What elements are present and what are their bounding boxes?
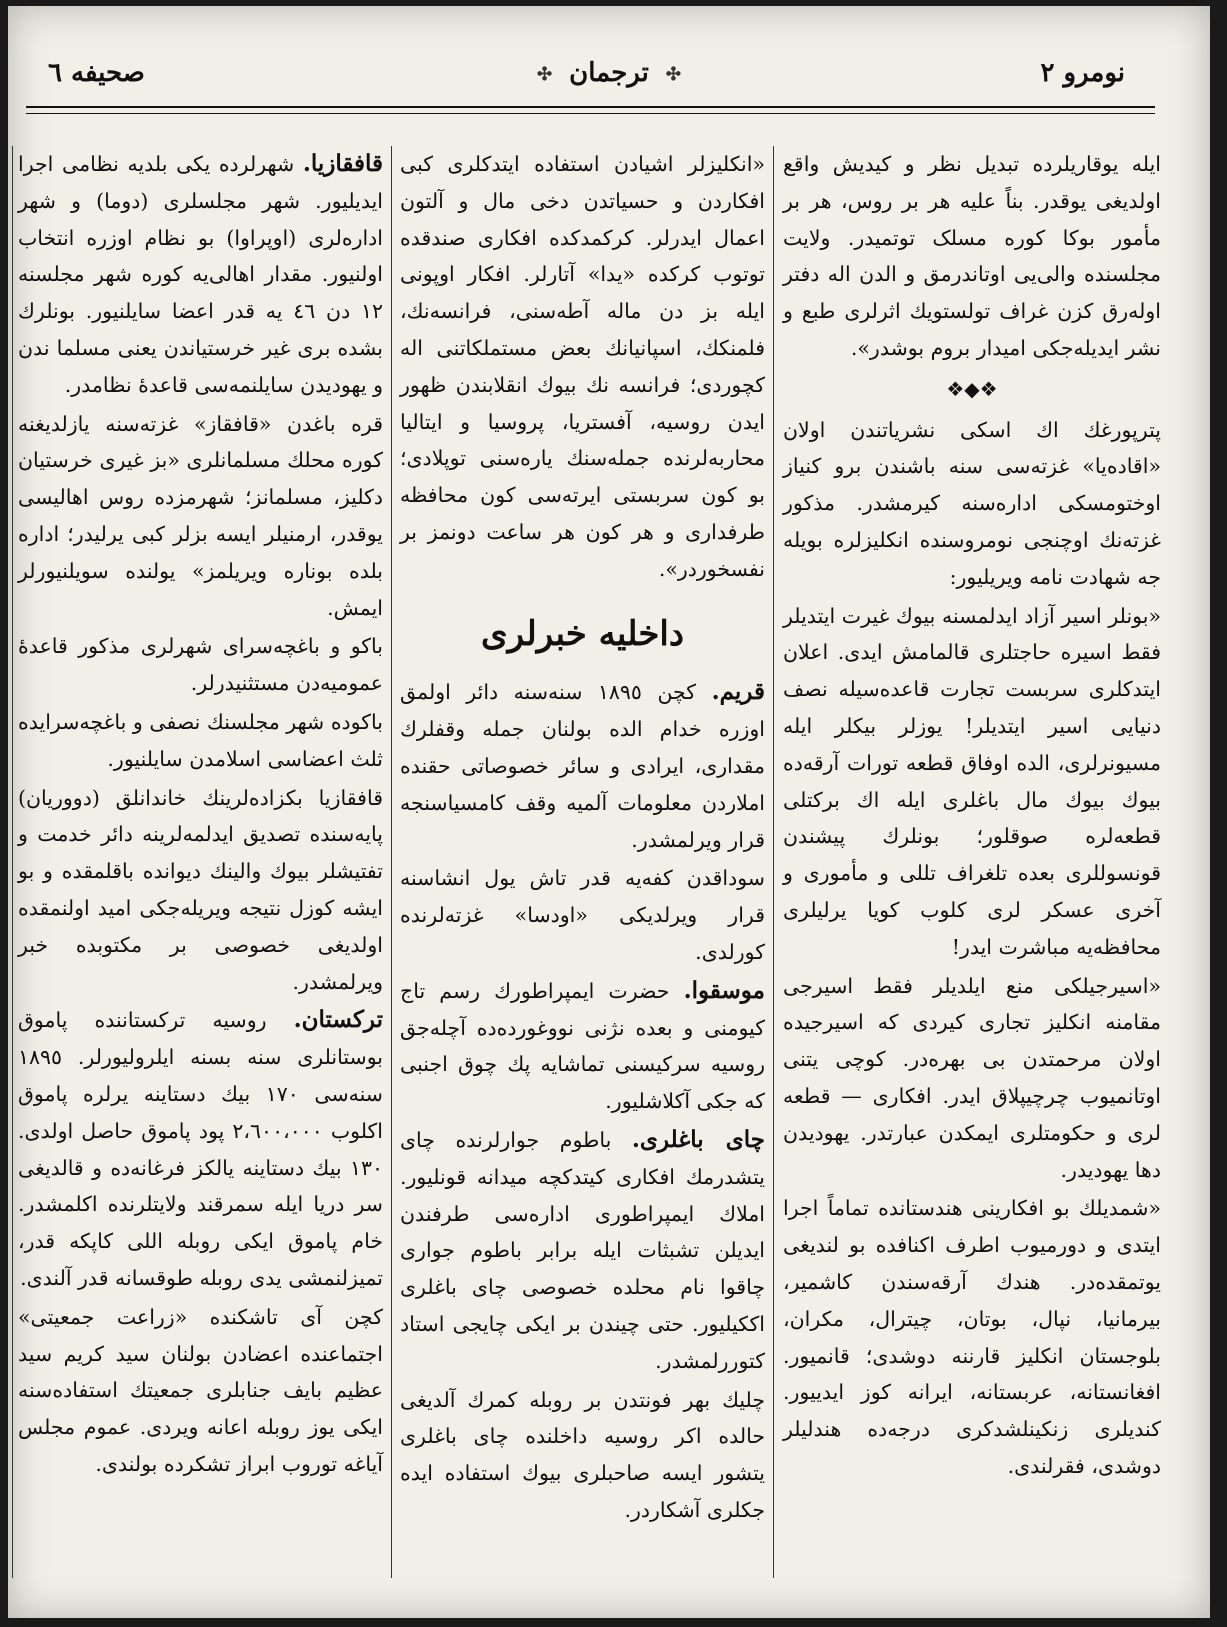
column-right <box>783 146 1161 1588</box>
issue-number: نومرو ٢ <box>1040 58 1125 88</box>
column-divider <box>12 146 13 1578</box>
paragraph: قره باغدن «قافقاز» غزته‌سنه یازلدیغنه کوره محلك مسلمانلری «بز غیری خرستیان دکلیز، مسلمانز؛ شهرمزده روس اهالیسی یوقدر، ارمنیلر ایسه بزلر کبی یرلیدر؛ اداره بلده بوناره ویریلمز» یولنده سویلنیورلر ایمش. <box>18 411 383 620</box>
news-body: کچن ١٨٩٥ سنه‌سنه دائر اولمق اوزره خدام الده بولنان جمله وقفلرك مقدارى، ایرادی و سائر خصوصاتی حقنده املاردن معلومات آلمیه وقف کامسیاسنجه قرار ویرلمشدر. <box>400 680 765 852</box>
separator-ornament: ❖◆❖ <box>946 376 998 401</box>
page-header <box>8 6 1210 136</box>
news-body: باطوم جوارلرنده چای یتشدرمك افکاری کیتدکچه میدانه قونلیور. املاك ایمپراطوری اداره‌سی طرفندن ایدیلن تشبثات ایله برابر باطوم جواری چاقوا نام محلده خصوصی چای باغلری اککیلیور. حتی چیندن بر ایکی چایجی استاد کتوررلمشدر. <box>400 1127 765 1373</box>
paragraph: کچن آی تاشکنده «زراعت جمعیتی» اجتماعنده اعضادن بولنان سید کریم سید عظیم بایف جنابلری جمعیتك استفاده‌سنه ایکی یوز روبله اعانه ویردی. عموم مجلس آیاغه توروب ابراز تشکرده بولندی. <box>18 1304 383 1476</box>
header-rule <box>26 106 1155 108</box>
paragraph: «بونلر اسیر آزاد ایدلمسنه بیوك غیرت ایتدیلر فقط اسیره حاجتلری قالمامش ایدی. اعلان ایتدکلری سربست تجارت قاعده‌سیله نصف دنیایی اسیر ایتدیلر! یوزلر بیکلر ایله مسیونرلری، الده اوفاق قطعه تورات آرقه‌ده بیوك بیوك مال باغلری ایله اك برکتلی قطعه‌لره صوقلور؛ بونلرك پیشندن قونسوللری بعده تلغراف تللی و مأموری و آخری عسکر لری کلوب کویا یرلیلری محافظه‌یه مباشرت ایدر! <box>783 603 1161 959</box>
news-item-caucasus <box>18 146 383 404</box>
news-item-tea <box>400 1122 765 1380</box>
paragraph: «اسیرجیلکی منع ایلدیلر فقط اسیرجی مقامنه انکلیز تجاری کیردی که اسیرجیده اولان مرحمتدن بی بهره‌در. کوچی یتنی اوتانمیوب چرچیپلاق ایدر. افکاری — قطعه لری و حکومتلری ایمکدن عبارتدر. یهودیدن دها یهودیدر. <box>783 973 1161 1182</box>
news-lead: ترکستان. <box>293 1006 383 1034</box>
news-lead: قافقازیا. <box>302 150 383 177</box>
section-heading: داخلیه خبرلری <box>481 613 684 654</box>
news-lead: قریم. <box>711 678 765 706</box>
news-item-turkestan <box>18 1002 383 1296</box>
news-lead: چای باغلری. <box>631 1125 765 1153</box>
news-lead: موسقوا. <box>683 976 765 1004</box>
newspaper-page <box>8 6 1210 1618</box>
column-middle <box>400 146 765 1588</box>
news-body: حضرت ایمپراطورك رسم تاج کیومنی و بعده نژنی نووغورده‌ده آچله‌جق روسیه سرکیسنی تماشایه پك چوق اجنبی که جکی آکلاشلیور. <box>400 978 765 1114</box>
header-rule-thin <box>26 113 1155 114</box>
news-body: روسیه ترکستاننده پاموق بوستانلری سنه بسنه ایلرولیورلر. ١٨٩٥ سنه‌سی ١٧٠ بیك دستاینه یرلره پاموق اکلوب ٢،٦٠٠،٠٠٠ پود پاموق حاصل اولدی. ١٣٠ بیك دستاینه یالکز فرغانه‌ده و قالدیغی سر دریا ایله سمرقند ولایتلرنده اکلمشدر. خام پاموق ایکی روبله اللی کاپکه قدر، تمیزلنمشی یدی روبله طوقسانه قدر آلندی. <box>18 1008 384 1290</box>
paragraph: پترپورغك اك اسکی نشریاتندن اولان «اقاده‌یا» غزته‌سی سنه باشندن برو کنیاز اوختومسکی اداره‌سنه کیرمشدر. مذکور غزته‌نك اوچنجی نومروسنده انکلیزلره بویله جه شهادت نامه ویریلیور: <box>783 417 1161 589</box>
ornament-icon: ✣ <box>665 63 681 85</box>
paragraph: قافقازیا بکزاده‌لرینك خاندانلق (دووریان) پایه‌سنده تصدیق ایدلمه‌لرینه دائر خدمت و تفتیشلر بیوك والینك دیوانده باقلمقده و بو ایشه کوزل نتیجه ویریله‌جکی امید اولنمقده اولدیغی خصوصی بر مکتوبده خبر ویرلمشدر. <box>18 785 383 994</box>
column-left <box>18 146 383 1588</box>
paragraph: باکوده شهر مجلسنك نصفی و باغچه‌سرایده ثلث اعضاسی اسلامدن سایلنیور. <box>18 709 383 771</box>
paragraph: «شمدیلك بو افکارینی هندستانده تماماً اجرا ایتدی و دورمیوب اطرف اکنافده بو لندیغی یوتمقده‌در. هندك آرقه‌سندن کاشمیر، بیرمانیا، نپال، بوتان، چیترال، مکران، بلوجستان انکلیز قارننه دوشدی؛ قانمیور. افغانستانه، عربستانه، ایرانه کوز ایدییور. کندیلری زنکینلشدکری درجه‌ده هندلیلر دوشدی، فقرلندی. <box>783 1196 1161 1478</box>
news-body: شهرلرده یکی بلدیه نظامی اجرا ایدیلیور. شهر مجلسلری (دوما) و شهر اداره‌لری (اوپراوا) بو نظام اوزره انتخاب اولنیور. مقدار اهالی‌یه کوره شهر مجلسنه ١٢ دن ٤٦ یه قدر اعضا سایلنیور. بونلرك بشده بری غیر خرستیاندن یعنی مسلما ندن و یهودیدن سایلنمه‌سی قاعدهٔ نظامدر. <box>18 152 383 397</box>
column-divider <box>773 146 774 1578</box>
paragraph: سوداقدن کفه‌یه قدر تاش یول انشاسنه قرار ویرلدیکی «اودسا» غزته‌لرنده کورلدی. <box>400 866 765 964</box>
newspaper-title: ترجمان <box>569 58 649 88</box>
news-item-crimea <box>400 674 765 858</box>
news-item-moscow <box>400 973 765 1120</box>
ornament-icon: ✣ <box>536 63 553 85</box>
page-number: صحیفه ٦ <box>48 58 145 88</box>
paragraph: باکو و باغچه‌سرای شهرلری مذکور قاعدهٔ عمومیه‌دن مستثنیدرلر. <box>18 634 383 696</box>
column-divider <box>391 146 392 1578</box>
masthead <box>8 58 1210 88</box>
paragraph: چلیك بهر فونتدن بر روبله کمرك آلدیغی حالده اکر روسیه داخلنده چای باغلری یتشور ایسه صاحبلری بیوك استفاده ایده جکلری آشکاردر. <box>400 1387 765 1522</box>
paragraph: ایله یوقاریلرده تبدیل نظر و کیدیش واقع اولدیغی یوقدر. بناً علیه هر بر روس، هر بر مأمور بوکا کوره مسلک توتمیدر. ولایت مجلسنده والی‌یی اوتاندرمق و الدن اله دفتر اوله‌رق کزن غراف تولستویك اثرلری طبع و نشر ایدیله‌جکی امیدار بروم بوشدر». <box>783 152 1161 360</box>
paragraph: «انکلیزلر اشیادن استفاده ایتدکلری کبی افکاردن و حسیاتدن دخی مال و آلتون اعمال ایدرلر. کرکمدکده افکاری صندقده توتوب کرکده «یدا» آتارلر. افکار اوپونی ایله بز دن ماله آطه‌سنی، فرانسه‌نك، فلمنکك، اسپانیانك بعض مستملکاتنی اله کچوردی؛ فرانسه نك بیوك انقلابندن ظهور ایدن روسیه، آفستریا، پروسیا و ایتالیا محاربه‌لرنده جمله‌سنك یاره‌سنی توپلادی؛ بو کون سربستی ایرته‌سی کون محافظه طرفداری و هر کون هر ساعت دونمز بر نفسخوردر». <box>400 152 765 581</box>
